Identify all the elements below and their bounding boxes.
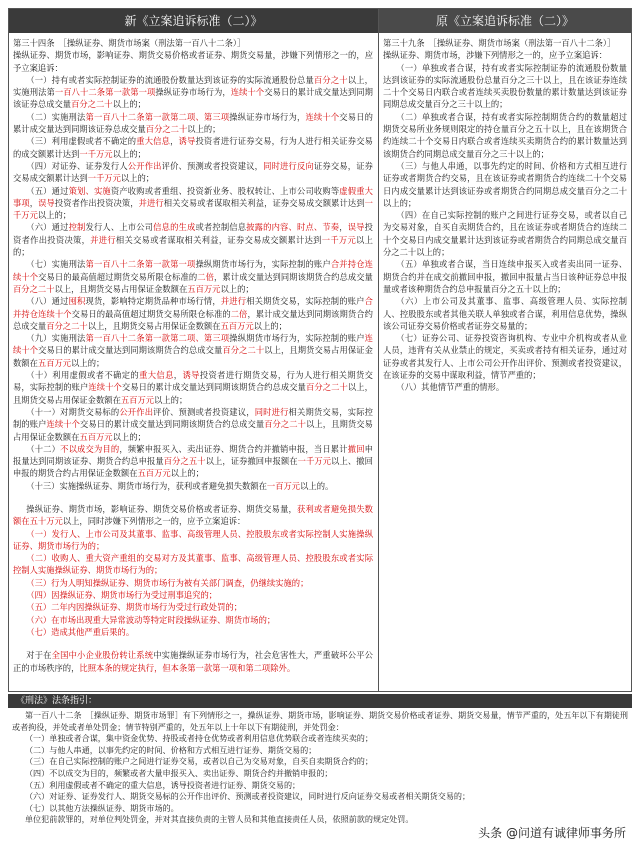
paragraph-text: ， — [29, 197, 39, 208]
criminal-law-paragraph: （五）利用虚假或者不确定的重大信息，诱导投资者进行证券、期货交易的； — [24, 779, 301, 790]
paragraph-text: 投资者进行期货交易，行为人进行相关期货交易，实际控制的账户 — [13, 370, 373, 393]
highlighted-text: 连续十个 — [46, 419, 80, 430]
highlighted-text: 诱导 — [178, 136, 196, 147]
paragraph-text: （八）通过 — [26, 296, 69, 307]
new-standard-paragraph — [13, 37, 373, 49]
paragraph-text: （一）持有或者实际控制证券的流通股份数量达到该证券的实际流通股份总量 — [26, 74, 314, 85]
highlighted-text: 策划、实施 — [68, 185, 111, 196]
highlighted-text: 百分之五十 — [163, 456, 206, 467]
column-divider — [378, 9, 379, 691]
paragraph-text: 以上、撤回申报的期货合约占用保证金数额在 — [13, 456, 373, 479]
new-standard-paragraph — [13, 589, 373, 601]
highlighted-text: 不以成交为目的 — [60, 443, 120, 454]
highlighted-text: 百分之二十 — [306, 382, 348, 393]
new-standard-paragraph — [13, 528, 373, 553]
paragraph-text: 申报量达到同期该证券、期货合约总申报量 — [13, 443, 373, 467]
new-standard-paragraph — [13, 443, 373, 480]
highlighted-text: 获利或者避免损失数额在五十万元 — [13, 503, 373, 527]
old-standard-paragraph: （六）上市公司及其董事、监事、高级管理人员、实际控制人、控股股东或者其他关联人单独或者合谋，利用信息优势，操纵该公司证券交易价格或者证券交易量的； — [383, 296, 627, 331]
highlighted-text: 公开作出 — [127, 160, 162, 171]
paragraph-text: （十一）对期货交易标的 — [26, 406, 120, 417]
highlighted-text: 全国中小企业股份转让系统 — [51, 650, 154, 661]
new-standard-paragraph — [13, 258, 373, 295]
paragraph-text: 评价、预测或者投资建议， — [161, 160, 264, 171]
old-standard-paragraph: （一）单独或者合谋，持有或者实际控制证券的流通股份数量达到该证券的实际流通股份总量百分之三十以上，且在该证券连续二十个交易日内联合或者连续买卖股份数量的累计数量达到该证券同期总成交量百分之三十以上的； — [383, 62, 627, 110]
paragraph-text: 以上，且期货交易占用保证金数额在 — [13, 345, 373, 368]
comparison-table — [8, 8, 632, 692]
highlighted-text: 虚假重大事项 — [13, 185, 373, 208]
old-standard-header: 原《立案追诉标准（二）》 — [379, 9, 631, 33]
paragraph-text: 以上，且期货交易占用保证金数额在 — [13, 419, 373, 442]
paragraph-text: 相关交易或者谋取相关利益，证券交易成交额累计达到 — [163, 197, 365, 208]
paragraph-text: （十三）实施操纵证券、期货市场行为，获利或者避免损失数额在 — [26, 480, 267, 491]
highlighted-text: 五百万元 — [37, 357, 72, 368]
paragraph-text: 资产收购或者重组、投资新业务、股权转让、上市公司收购等 — [110, 185, 340, 196]
highlighted-text: 囤积 — [68, 296, 86, 307]
paragraph-text: （六）通过 — [26, 222, 69, 233]
highlighted-text: 披露的内容、时点、节奏 — [246, 222, 340, 233]
highlighted-text: 连续十个 — [88, 382, 122, 393]
new-standard-header: 新《立案追诉标准（二）》 — [9, 9, 378, 33]
highlighted-text: 误导 — [38, 197, 55, 208]
paragraph-text: ，累计成交量达到同期该期货合约总成交量 — [13, 308, 373, 331]
highlighted-text: 误导 — [347, 222, 365, 233]
new-standard-paragraph — [13, 614, 373, 626]
new-standard-paragraph — [13, 221, 373, 258]
paragraph-text: 以上的； — [220, 283, 254, 294]
highlighted-text: 一千万元 — [79, 148, 113, 159]
paragraph-text: 现货，影响特定期货品种市场行情， — [85, 296, 221, 307]
paragraph-text: （十）利用虚假或者不确定的 — [26, 370, 140, 381]
paragraph-text: 以上的； — [13, 234, 373, 258]
paragraph-text: 以上的； — [154, 394, 188, 405]
highlighted-text: 五百万元 — [137, 468, 171, 479]
paragraph-text: 交易日的累计成交量达到同期该证券总成交量 — [13, 111, 373, 135]
highlighted-text: 五百万元 — [187, 283, 221, 294]
highlighted-text: 合并持仓连续十个 — [13, 296, 373, 319]
new-standard-paragraph — [13, 185, 373, 222]
highlighted-text: 一千万元 — [13, 197, 373, 221]
criminal-law-paragraph: （二）与他人串通，以事先约定的时间、价格和方式相互进行证券、期货交易的； — [24, 744, 317, 755]
highlighted-text: 一千万元 — [87, 173, 121, 184]
paragraph-text: 以上，且期货交易占用保证金数额在 — [13, 382, 373, 405]
paragraph-text: 操纵期货市场行为，实际控制的账户 — [195, 259, 331, 270]
paragraph-text: 或者控制信息 — [195, 222, 247, 233]
paragraph-text: ，累计成交量达到同期该期货合约总成交量 — [213, 271, 373, 282]
paragraph-text: 以上的； — [112, 431, 146, 442]
highlighted-text: 撤回 — [347, 443, 365, 454]
highlighted-text: 一千万元 — [321, 234, 357, 245]
paragraph-text: 操纵证券市场行为， — [229, 111, 306, 122]
paragraph-text: 操纵证券、期货市场，影响证券、期货交易价格或者证券、期货交易量，涉嫌下列情形之一的，应予立案追诉： — [13, 50, 373, 73]
paragraph-text: 以上，且期货交易占用保证金数额在 — [87, 320, 221, 331]
paragraph-text: 交易日的累计成交量达到同期该期货合约总成交量 — [121, 382, 307, 393]
highlighted-text: 百分之二十 — [71, 99, 113, 110]
highlighted-text: 连续十个 — [13, 333, 373, 356]
paragraph-text: 投资者作出投资决策， — [54, 197, 139, 208]
highlighted-text: 同时进行反向 — [263, 160, 314, 171]
highlighted-text: 公开作出 — [119, 406, 154, 417]
paragraph-text: 第三十四条 ［操纵证券、期货市场案（刑法第一百八十二条）］ — [13, 38, 246, 48]
paragraph-text: 发行人、上市公司 — [85, 222, 154, 233]
paragraph-text: 以上，证券撤回申报额在 — [205, 456, 298, 467]
criminal-law-paragraph: （四）不以成交为目的，频繁或者大量申报买入、卖出证券、期货合约并撤销申报的； — [24, 767, 333, 778]
new-standard-paragraph — [13, 49, 373, 74]
paragraph-text: （二）实施刑法 — [26, 111, 86, 122]
paragraph-text: 操纵证券市场行为， — [155, 87, 231, 98]
highlighted-text: 二倍 — [230, 308, 248, 319]
highlighted-text: 重大信息 — [139, 370, 174, 381]
new-standard-paragraph — [13, 295, 373, 332]
new-standard-paragraph — [13, 503, 373, 528]
highlighted-text: 第一百八十二条第一款第二项、第三项 — [85, 333, 230, 344]
highlighted-text: （一）发行人、上市公司及其董事、监事、高级管理人员、控股股东或者实际控制人实施操纵证券、期货市场行为的； — [13, 528, 373, 551]
new-standard-paragraph — [13, 332, 373, 369]
new-standard-text — [13, 37, 373, 689]
highlighted-text: 连续十个 — [305, 111, 340, 122]
paragraph-text: 以上的； — [187, 124, 221, 135]
paragraph-text: ， — [170, 136, 179, 147]
paragraph-text: 以上，同时涉嫌下列情形之一的，应予立案追诉： — [62, 516, 246, 527]
highlighted-text: （四）因操纵证券、期货市场行为受过刑事追究的； — [26, 590, 218, 601]
old-standard-paragraph: （七）证券公司、证券投资咨询机构、专业中介机构或者从业人员，违背有关从业禁止的规定，买卖或者持有相关证券，通过对证券或者其发行人、上市公司公开作出评价、预测或者投资建议，在该证券的交易中谋取利益，情节严重的； — [383, 333, 627, 381]
new-standard-paragraph — [13, 552, 373, 577]
paragraph-text: 交易日的最高值超过期货交易所限仓标准的 — [71, 308, 231, 319]
paragraph-text: 评价、预测或者投资建议， — [153, 406, 255, 417]
new-standard-paragraph — [13, 480, 373, 492]
old-standard-paragraph: （三）与他人串通，以事先约定的时间、价格和方式相互进行证券或者期货合约交易，且在该证券或者期货合约连续二十个交易日内成交量累计达到该证券或者期货合约同期总成交量百分之二十以上的； — [383, 160, 627, 208]
paragraph-text: 中实施操纵证券市场行为，社会危害性大，严重破坏公平公正的市场秩序的， — [13, 650, 373, 673]
highlighted-text: 百分之二十 — [222, 345, 265, 356]
paragraph-text: ，频繁申报买入、卖出证券、期货合约并撤销申报，当日累计 — [119, 443, 348, 454]
criminal-law-paragraph: 第一百八十二条 ［操纵证券、期货市场罪］有下列情形之一，操纵证券、期货市场，影响证券、期货交易价格或者证券、期货交易量，情节严重的，处五年以下有期徒刑或者拘役，并处或者单处罚金；情节特别严重的，处五年以上十年以下有期徒刑，并处罚金： — [12, 710, 628, 732]
highlighted-text: 百分之二十 — [145, 124, 188, 135]
old-standard-paragraph: （四）在自己实际控制的账户之间进行证券交易，或者以自己为交易对象，自买自卖期货合约，且在该证券或者期货合约连续二十个交易日内成交量累计达到该证券或者期货合约同期总成交量百分之二十以上的； — [383, 210, 627, 258]
highlighted-text: 第一百八十二条第一款第二项、第三项 — [85, 111, 230, 122]
highlighted-text: 比照本条的规定执行，但本条第一款第一项和第二项除外。 — [79, 662, 296, 673]
paragraph-text: ， — [339, 222, 348, 233]
paragraph-text: 相关交易或者谋取相关利益，证券交易成交额累计达到 — [115, 234, 322, 245]
highlighted-text: 百分之二十 — [13, 283, 55, 294]
new-standard-paragraph — [13, 369, 373, 406]
highlighted-text: （六）在市场出现重大异常波动等特定时段操纵证券、期货市场的； — [26, 614, 276, 625]
paragraph-text: 交易日的最高值超过期货交易所限仓标准的 — [38, 271, 198, 282]
new-standard-paragraph — [13, 135, 373, 160]
new-standard-paragraph — [13, 406, 373, 443]
paragraph-text: 以上的； — [120, 173, 155, 184]
paragraph-text: 交易日的累计成交量达到同期该期货合约总成交量 — [38, 345, 223, 356]
highlighted-text: 诱导 — [182, 370, 200, 381]
paragraph-text: （九）实施刑法 — [26, 333, 86, 344]
highlighted-text: 并进行 — [138, 197, 164, 208]
old-standard-paragraph: 第三十九条 ［操纵证券、期货市场案（刑法第一百八十二条）］ — [383, 38, 616, 48]
highlighted-text: （五）二年内因操纵证券、期货市场行为受过行政处罚的； — [26, 602, 242, 613]
paragraph-text: 投资者进行证券交易，行为人进行相关证券交易的成交额累计达到 — [13, 136, 373, 159]
new-standard-paragraph — [13, 626, 373, 638]
new-standard-paragraph — [13, 577, 373, 589]
highlighted-text: 合并持仓连续十个 — [13, 259, 373, 282]
highlighted-text: 二倍 — [197, 271, 214, 282]
paragraph-text: 交易日的累计成交量达到同期该证券总成交量 — [13, 87, 373, 110]
highlighted-text: （七）造成其他严重后果的。 — [26, 626, 135, 637]
highlighted-text: 百分之二十 — [46, 320, 88, 331]
criminal-law-paragraph: （六）对证券、证券发行人、期货交易标的公开作出评价、预测或者投资建议，同时进行反向证券交易或者相关期货交易的； — [24, 791, 471, 802]
highlighted-text: 同时进行 — [254, 406, 289, 417]
new-standard-paragraph — [13, 649, 373, 674]
paragraph-text: 相关期货交易，实际控制的账户 — [246, 296, 365, 307]
old-standard-paragraph: 操纵证券、期货市场，涉嫌下列情形之一的，应予立案追诉： — [383, 50, 608, 61]
highlighted-text: 百分之二十 — [264, 419, 307, 430]
paragraph-text: 以上的； — [112, 99, 146, 110]
paragraph-text: 以上的； — [71, 357, 105, 368]
paragraph-text: 以上，实施刑法第 — [13, 74, 373, 98]
criminal-law-header: 《刑法》法条指引： — [8, 694, 632, 708]
paragraph-text: 以上的。 — [300, 480, 334, 491]
highlighted-text: （二）收购人、重大资产重组的交易对方及其董事、监事、高级管理人员、控股股东或者实际控制人实施操纵证券、期货市场行为的； — [13, 553, 373, 576]
paragraph-text: 投资者作出投资决策， — [13, 222, 373, 245]
paragraph-text: 以上的； — [37, 210, 72, 221]
highlighted-text: 并进行 — [90, 234, 116, 245]
old-standard-paragraph: （八）其他情节严重的情形。 — [396, 382, 505, 393]
paragraph-text: 以上的； — [170, 468, 204, 479]
old-standard-paragraph: （五）单独或者合谋，当日连续申报买入或者卖出同一证券、期货合约并在成交前撤回申报，撤回申报量占当日该种证券总申报量或者该种期货合约总申报量百分之五十以上的； — [383, 259, 627, 294]
paragraph-text: 交易日的累计成交量达到同期该期货合约总成交量 — [80, 419, 265, 430]
highlighted-text: 一百八十二条第一款第一项 — [54, 87, 156, 98]
highlighted-text: 五百万元 — [120, 394, 155, 405]
new-standard-paragraph — [13, 160, 373, 185]
criminal-law-paragraph: （七）以其他方法操纵证券、期货市场的。 — [24, 802, 179, 813]
paragraph-text: ， — [173, 370, 183, 381]
highlighted-text: （三）行为人明知操纵证券、期货市场行为被有关部门调查，仍继续实施的； — [26, 577, 309, 588]
paragraph-text: （十二） — [26, 443, 61, 454]
highlighted-text: 一百万元 — [266, 480, 301, 491]
new-standard-paragraph — [13, 111, 373, 136]
paragraph-text: 证券交易，证券交易成交额累计达到 — [13, 160, 373, 184]
criminal-law-paragraph: （一）单独或者合谋，集中资金优势、持股或者持仓优势或者利用信息优势联合或者连续买卖的； — [24, 733, 373, 744]
paragraph-text: 以上，且期货交易占用保证金数额在 — [54, 283, 188, 294]
watermark: 头条 @问道有诚律师事务所 — [474, 823, 630, 842]
highlighted-text: 第一百八十二条第一款第一项 — [85, 259, 196, 270]
criminal-law-paragraph: 单位犯前款罪的，对单位判处罚金，并对其直接负责的主管人员和其他直接责任人员，依照前款的规定处罚。 — [24, 814, 414, 825]
highlighted-text: 并进行 — [220, 296, 247, 307]
highlighted-text: 信息的生成 — [153, 222, 196, 233]
highlighted-text: 重大信息 — [136, 136, 171, 147]
highlighted-text: 控制 — [68, 222, 86, 233]
criminal-law-paragraph: （三）在自己实际控制的账户之间进行证券交易，或者以自己为交易对象，自买自卖期货合约的； — [24, 756, 373, 767]
paragraph-text: （五）通过 — [26, 185, 69, 196]
highlighted-text: 五百万元 — [79, 431, 113, 442]
new-standard-paragraph — [13, 601, 373, 613]
paragraph-text: （四）对证券、证券发行人 — [26, 160, 128, 171]
highlighted-text: 百分之十 — [313, 74, 348, 85]
paragraph-text: 操纵期货市场行为，实际控制的账户 — [229, 333, 365, 344]
paragraph-text: 操纵证券、期货市场，影响证券、期货交易价格或者证券、期货交易量， — [26, 503, 297, 514]
highlighted-text: 一千万元 — [297, 456, 332, 467]
paragraph-text: 以上的； — [253, 320, 287, 331]
paragraph-text: （七）实施刑法 — [26, 259, 86, 270]
old-standard-paragraph: （二）单独或者合谋，持有或者实际控制期货合约的数量超过期货交易所业务规则限定的持仓量百分之五十以上，且在该期货合约连续二十个交易日内联合或者连续买卖期货合约的累计数量达到该期货合约同期总成交量百分之三十以上的； — [383, 111, 627, 159]
paragraph-text: 对于在 — [26, 650, 52, 661]
paragraph-text: 相关期货交易，实际控制的账户 — [13, 406, 373, 430]
old-standard-text — [383, 37, 627, 457]
paragraph-text: （三）利用虚假或者不确定的 — [26, 136, 137, 147]
paragraph-text: 以上的； — [112, 148, 146, 159]
highlighted-text: 连续十个 — [230, 87, 265, 98]
highlighted-text: 五百万元 — [220, 320, 254, 331]
new-standard-paragraph — [13, 74, 373, 111]
